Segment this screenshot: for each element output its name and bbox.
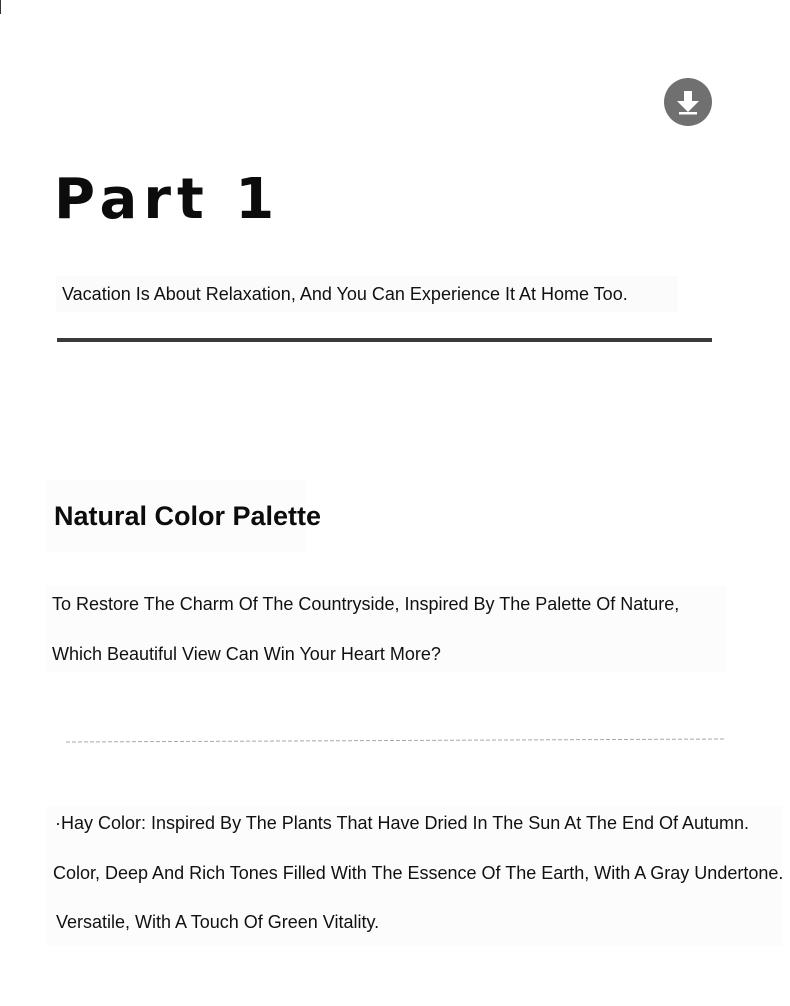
divider-thick bbox=[57, 338, 712, 342]
divider-dashed bbox=[66, 736, 726, 746]
detail-line-2: Color, Deep And Rich Tones Filled With The Essence Of The Earth, With A Gray Undertone. bbox=[53, 863, 784, 883]
intro-line-1: To Restore The Charm Of The Countryside, Inspired By The Palette Of Nature, bbox=[52, 594, 680, 614]
part-title: Part 1 bbox=[54, 167, 281, 232]
section-heading: Natural Color Palette bbox=[54, 501, 322, 531]
corner-mark bbox=[0, 0, 1, 14]
detail-line-1: ·Hay Color: Inspired By The Plants That Have Dried In The Sun At The End Of Autumn. bbox=[55, 813, 750, 833]
download-button[interactable] bbox=[664, 78, 712, 126]
download-arrow-icon bbox=[674, 88, 702, 116]
detail-line-3: Versatile, With A Touch Of Green Vitality. bbox=[56, 912, 380, 932]
intro-line-2: Which Beautiful View Can Win Your Heart More? bbox=[52, 644, 441, 664]
subtitle: Vacation Is About Relaxation, And You Can Experience It At Home Too. bbox=[56, 276, 678, 312]
